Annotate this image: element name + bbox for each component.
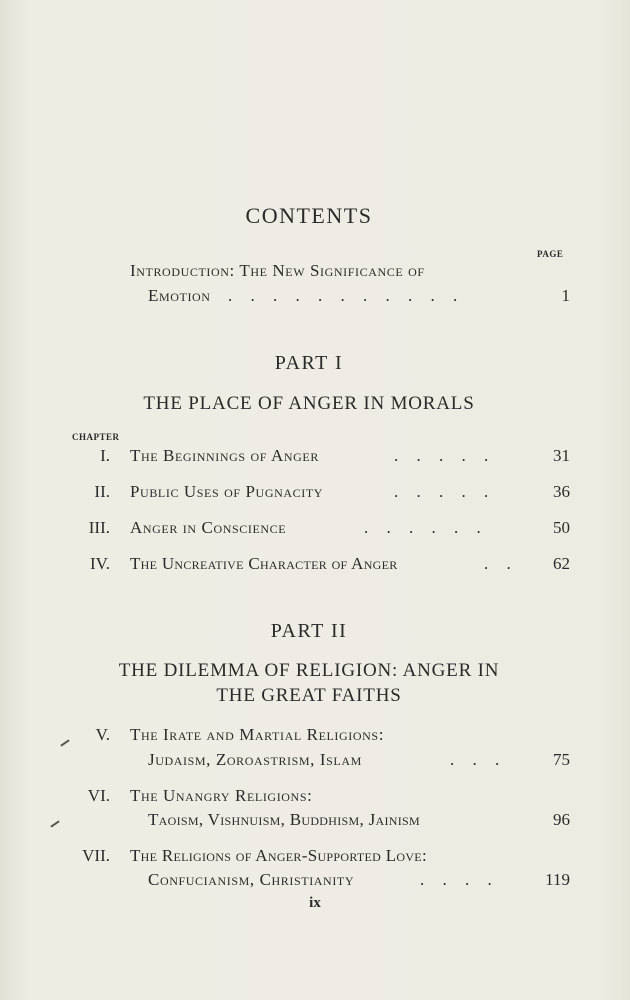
chapter-leader-dots: . . . (450, 750, 507, 769)
chapter-title: The Beginnings of Anger (130, 446, 319, 465)
chapter-leader-dots: . . . . (420, 870, 499, 889)
introduction-leader-dots: . . . . . . . . . . . (228, 286, 465, 305)
chapter-leader-dots: . . (484, 554, 518, 573)
pencil-tick-mark (50, 820, 59, 827)
part1-subtitle: THE PLACE OF ANGER IN MORALS (143, 393, 475, 414)
chapter-title-line1: The Irate and Martial Religions: (130, 725, 385, 744)
introduction-title-line1: Introduction: The New Significance of (130, 261, 425, 280)
chapter-numeral: III. (88, 518, 110, 537)
chapter-numeral: V. (95, 725, 110, 744)
part2-subtitle-line1: THE DILEMMA OF RELIGION: ANGER IN (118, 660, 500, 681)
introduction-title-line2: Emotion (148, 286, 211, 305)
chapter-column-label: CHAPTER (72, 432, 120, 442)
chapter-page-number: 96 (553, 810, 570, 829)
chapter-numeral: IV. (90, 554, 110, 573)
part2-subtitle-line2: THE GREAT FAITHS (216, 685, 402, 706)
chapter-numeral: II. (94, 482, 110, 501)
part2-title: PART II (270, 620, 348, 642)
chapter-page-number: 119 (545, 870, 570, 889)
part1-title: PART I (274, 352, 344, 374)
chapter-title: The Uncreative Character of Anger (130, 554, 398, 573)
chapter-numeral: I. (100, 446, 110, 465)
chapter-leader-dots: . . . . . . (364, 518, 488, 537)
page-column-label: PAGE (537, 249, 564, 259)
contents-heading: CONTENTS (245, 203, 373, 228)
chapter-page-number: 36 (553, 482, 570, 501)
introduction-page-number: 1 (561, 286, 570, 305)
page-folio: ix (309, 895, 321, 911)
chapter-leader-dots: . . . . . (394, 446, 496, 465)
chapter-page-number: 31 (553, 446, 570, 465)
chapter-title-line2: Taoism, Vishnuism, Buddhism, Jainism (148, 810, 420, 829)
chapter-title: Anger in Conscience (130, 518, 287, 537)
chapter-title-line2: Confucianism, Christianity (148, 870, 355, 889)
chapter-page-number: 50 (553, 518, 570, 537)
chapter-leader-dots: . . . . . (394, 482, 496, 501)
chapter-numeral: VII. (82, 846, 110, 865)
chapter-page-number: 75 (553, 750, 570, 769)
chapter-title-line1: The Unangry Religions: (130, 786, 313, 805)
chapter-title-line2: Judaism, Zoroastrism, Islam (148, 750, 362, 769)
chapter-title: Public Uses of Pugnacity (130, 482, 324, 501)
chapter-title-line1: The Religions of Anger-Supported Love: (130, 846, 427, 865)
chapter-page-number: 62 (553, 554, 570, 573)
chapter-numeral: VI. (87, 786, 110, 805)
